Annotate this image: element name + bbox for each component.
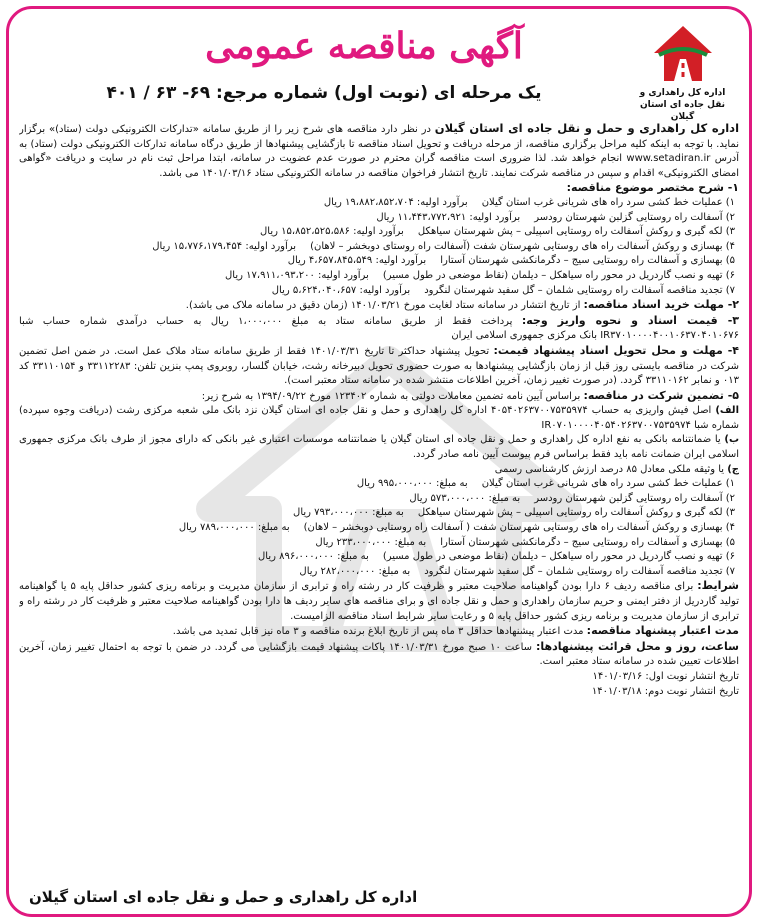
item-title: ۱) عملیات خط کشی سرد راه های شریانی غرب استان گیلان bbox=[481, 196, 735, 208]
item-title: ۴) بهسازی و روکش آسفالت راه های روستایی شهرستان شفت (آسفالت راه روستای دوبخشر – لاهان) bbox=[310, 240, 735, 252]
item-estimate: برآورد اولیه: ۵،۶۲۴،۰۴۰،۶۵۷ ریال bbox=[271, 284, 411, 296]
list-item bbox=[19, 196, 739, 211]
list-item bbox=[19, 211, 739, 226]
header bbox=[9, 17, 749, 122]
list-item bbox=[19, 477, 739, 492]
item-title: ۱) عملیات خط کشی سرد راه های شریانی غرب استان گیلان bbox=[481, 478, 735, 490]
item-title: ۷) تجدید مناقصه آسفالت راه روستایی شلمان – گل سفید شهرستان لنگرود bbox=[424, 565, 735, 577]
item-amount: به مبلغ: ۵۷۳،۰۰۰،۰۰۰ ریال bbox=[409, 492, 521, 504]
item-title: ۴) بهسازی و روکش آسفالت راه های روستایی شهرستان شفت ( آسفالت راه روستایی دوبخشر – لاهان) bbox=[303, 522, 735, 534]
item-amount: به مبلغ: ۲۸۲،۰۰۰،۰۰۰ ریال bbox=[299, 565, 411, 577]
section2-heading: ۲- مهلت خرید اسناد مناقصه: bbox=[583, 298, 739, 312]
logo-caption-line-2: نقل جاده ای استان گیلان bbox=[639, 100, 726, 122]
opening-text: ساعت ۱۰ صبح مورخ ۱۴۰۱/۰۳/۳۱ پاکات پیشنهاد قیمت بازگشایی می گردد. در ضمن با توجه به احتمال تغییر زمان، آخرین اطلاعات تعیین شده در سامانه ستاد معتبر است. bbox=[19, 641, 739, 668]
validity-heading: مدت اعتبار پیشنهاد مناقصه: bbox=[586, 624, 739, 638]
validity-text: مدت اعتبار پیشنهادها حداقل ۳ ماه پس از تاریخ ابلاغ برنده مناقصه و ۳ ماه نیز قابل تمدید می باشد. bbox=[172, 626, 587, 638]
item-estimate: برآورد اولیه: ۱۱،۴۴۳،۷۷۲،۹۲۱ ریال bbox=[376, 211, 521, 223]
list-item bbox=[19, 521, 739, 536]
list-item bbox=[19, 550, 739, 565]
logo-caption bbox=[630, 87, 735, 123]
section5 bbox=[19, 389, 739, 405]
intro-text: در نظر دارد مناقصه های شرح زیر را از طریق سامانه «تدارکات الکترونیکی دولت (ستاد)» برگزار نماید. با توجه به اینکه کلیه مراحل برگزاری مناقصه، از مرحله دریافت و تحویل اسناد مناقصه تا بازگشایی پیشنهادها از طریق درگاه سامانه تدارکات الکترونیکی دولت (ستاد) به آدرس www.setadiran.ir انجام خواهد شد. لذا ضروری است مناقصه گران محترم در صورت عدم عضویت در سامانه، ابتدا مراحل ثبت نام در سایت و دریافت «گواهی امضای الکترونیکی» اقدام و سپس در مناقصه شرکت نمایند. تاریخ انتشار فراخوان مناقصه در سامانه الکترونیکی ستاد ۱۴۰۱/۰۳/۱۶ می باشد. bbox=[19, 124, 739, 179]
opening-heading: ساعت، روز و محل قرائت پیشنهادها: bbox=[535, 639, 739, 653]
guarantee-c-label: ج) bbox=[727, 463, 739, 475]
section2-text: از تاریخ انتشار در سامانه ستاد لغایت مورخ ۱۴۰۱/۰۳/۲۱ (زمان دقیق در سامانه ملاک می باشد). bbox=[185, 300, 584, 312]
item-title: ۲) آسفالت راه روستایی گزلبن شهرستان رودسر bbox=[534, 211, 735, 223]
section3-heading: ۳- قیمت اسناد و نحوه واریز وجه: bbox=[521, 313, 739, 327]
publish-date-first: تاریخ انتشار نوبت اول: ۱۴۰۱/۰۳/۱۶ bbox=[592, 670, 739, 682]
section5-text: براساس آیین نامه تضمین معاملات دولتی به شماره ۱۲۳۴۰۲ مورخ ۱۳۹۴/۰۹/۲۲ به شرح زیر: bbox=[201, 390, 584, 402]
item-estimate: برآورد اولیه: ۴،۶۵۷،۸۴۵،۵۴۹ ریال bbox=[287, 255, 427, 267]
page-title: آگهی مناقصه عمومی bbox=[205, 25, 523, 67]
item-title: ۶) تهیه و نصب گاردریل در محور راه سیاهکل – دیلمان (نقاط موضعی در طول مسیر) bbox=[382, 551, 735, 563]
section3 bbox=[19, 314, 739, 344]
item-title: ۶) تهیه و نصب گاردریل در محور راه سیاهکل – دیلمان (نقاط موضعی در طول مسیر) bbox=[382, 269, 735, 281]
item-title: ۵) بهسازی و آسفالت راه روستایی سیج – دگرمانکشی شهرستان آستارا bbox=[440, 536, 735, 548]
conditions bbox=[19, 579, 739, 624]
section4-heading: ۴- مهلت و محل تحویل اسناد پیشنهاد قیمت: bbox=[493, 343, 739, 357]
section1-heading: ۱- شرح مختصر موضوع مناقصه: bbox=[566, 181, 739, 195]
item-amount: به مبلغ: ۷۸۹،۰۰۰،۰۰۰ ریال bbox=[178, 522, 290, 534]
guarantee-a-text: اصل فیش واریزی به حساب ۴۰۵۴۰۲۶۳۷۰۰۷۵۳۵۹۷۴ اداره کل راهداری و حمل و نقل جاده ای استان گیلان نزد بانک ملی شعبه مرکزی رشت (دریافت وجوه سپرده) شماره شبا IR۰۷۰۱۰۰۰۰۴۰۵۴۰۲۶۳۷۰۰۷۵۳۵۹۷۴ bbox=[19, 405, 739, 431]
item-estimate: برآورد اولیه: ۱۵،۷۷۶،۱۷۹،۴۵۴ ریال bbox=[152, 240, 297, 252]
item-amount: به مبلغ: ۸۹۶،۰۰۰،۰۰۰ ریال bbox=[258, 551, 369, 563]
list-item bbox=[19, 565, 739, 580]
item-title: ۵) بهسازی و آسفالت راه روستایی سیج – دگرمانکشی شهرستان آستارا bbox=[440, 255, 735, 267]
notice-body bbox=[19, 121, 739, 868]
guarantee-b-label: ب) bbox=[724, 434, 739, 446]
list-item bbox=[19, 240, 739, 255]
conditions-text: برای مناقصه ردیف ۶ دارا بودن گواهینامه صلاحیت معتبر و ظرفیت کار در رشته راه و ترابری از سازمان مدیریت و برنامه ریزی کشور حداقل پایه ۵ یا گواهینامه تولید گاردریل از دفتر ایمنی و حریم سازمان راهداری و حمل و نقل جاده ای و برای مناقصه های سایر ردیف ها دارا بودن گواهینامه صلاحیت معتبر و ظرفیت کار در رشته راه و ترابری از سازمان مدیریت و برنامه ریزی کشور حداقل پایه ۵ و رعایت سایر شرایط اسناد مناقصه الزامیست. bbox=[19, 581, 739, 622]
road-authority-logo-icon bbox=[650, 23, 716, 85]
item-title: ۷) تجدید مناقصه آسفالت راه روستایی شلمان – گل سفید شهرستان لنگرود bbox=[424, 284, 735, 296]
item-title: ۲) آسفالت راه روستایی گزلبن شهرستان رودسر bbox=[534, 492, 735, 504]
opening bbox=[19, 640, 739, 670]
guarantee-b bbox=[19, 433, 739, 462]
guarantee-list bbox=[19, 477, 739, 579]
list-item bbox=[19, 254, 739, 269]
reference-number: یک مرحله ای (نوبت اول) شماره مرجع: ۶۹- ۶۳ / ۴۰۱ bbox=[106, 83, 542, 103]
item-amount: به مبلغ: ۹۹۵،۰۰۰،۰۰۰ ریال bbox=[356, 478, 468, 490]
validity bbox=[19, 624, 739, 640]
logo-caption-line-1: اداره کل راهداری و bbox=[639, 88, 726, 98]
section3-text: پرداخت فقط از طریق سامانه ستاد به مبلغ ۱،۰۰۰،۰۰۰ ریال به حساب درآمدی شماره حساب شبا IR۳۷۰۱۰۰۰۰۴۰۰۱۰۶۳۷۰۴۰۱۰۶۷۶ بانک مرکزی جمهوری اسلامی ایران bbox=[19, 315, 739, 342]
list-item bbox=[19, 492, 739, 507]
list-item bbox=[19, 284, 739, 299]
item-amount: به مبلغ: ۲۳۳،۰۰۰،۰۰۰ ریال bbox=[315, 536, 427, 548]
publish-date-second: تاریخ انتشار نوبت دوم: ۱۴۰۱/۰۳/۱۸ bbox=[591, 685, 739, 697]
section4 bbox=[19, 344, 739, 389]
item-title: ۳) لکه گیری و روکش آسفالت راه روستایی اسپیلی – پش شهرستان سیاهکل bbox=[417, 507, 735, 519]
conditions-heading: شرایط: bbox=[697, 579, 739, 593]
list-item bbox=[19, 536, 739, 551]
organization-logo bbox=[630, 23, 735, 123]
list-item bbox=[19, 506, 739, 521]
guarantee-a-label: الف) bbox=[715, 405, 739, 417]
item-title: ۳) لکه گیری و روکش آسفالت راه روستایی اسپیلی – پش شهرستان سیاهکل bbox=[417, 226, 735, 238]
section1-list bbox=[19, 196, 739, 298]
section5-heading: ۵- تضمین شرکت در مناقصه: bbox=[583, 388, 739, 402]
guarantee-c-text: یا وثیقه ملکی معادل ۸۵ درصد ارزش کارشناسی رسمی bbox=[494, 463, 728, 475]
section4-text: تحویل پیشنهاد حداکثر تا تاریخ ۱۴۰۱/۰۳/۳۱ فقط از طریق سامانه ستاد ملاک عمل است. در ضمن اصل تضمین شرکت در مناقصه بایستی روز قبل از زمان بازگشایی پیشنهادها به صورت حضوری تحویل دبیرخانه رشت، خیابان گلسار، روبروی پمپ بنزین تلفن: ۳۳۱۱۲۲۸۳ و ۳۳۱۱۰۱۵۴ کد ۰۱۳ و نمابر ۳۳۱۱۰۱۶۲ گردد. (در صورت تغییر زمان، آخرین اطلاعات منتشر شده در سامانه ستاد معتبر است). bbox=[19, 345, 739, 387]
intro-lead: اداره کل راهداری و حمل و نقل جاده ای استان گیلان bbox=[434, 121, 739, 135]
guarantee-a bbox=[19, 404, 739, 433]
section2 bbox=[19, 298, 739, 314]
item-estimate: برآورد اولیه: ۱۷،۹۱۱،۰۹۳،۲۰۰ ریال bbox=[225, 269, 369, 281]
item-amount: به مبلغ: ۷۹۳،۰۰۰،۰۰۰ ریال bbox=[293, 507, 404, 519]
guarantee-c bbox=[19, 463, 739, 478]
item-estimate: برآورد اولیه: ۱۵،۸۵۲،۵۲۵،۵۸۶ ریال bbox=[260, 226, 404, 238]
list-item bbox=[19, 225, 739, 240]
item-estimate: برآورد اولیه: ۱۹،۸۸۲،۸۵۲،۷۰۴ ریال bbox=[323, 196, 468, 208]
guarantee-b-text: یا ضمانتنامه بانکی به نفع اداره کل راهداری و حمل و نقل جاده ای استان گیلان یا ضمانتنامه موسسات اعتباری غیر بانکی که دارای مجوز از طرف بانک مرکزی جمهوری اسلامی ایران ضمانت نامه باید فقط براساس فرم پیوست آیین نامه صادر گردد. bbox=[19, 434, 739, 461]
footer-signature: اداره کل راهداری و حمل و نقل جاده ای استان گیلان bbox=[29, 888, 418, 906]
notice-frame bbox=[6, 6, 752, 917]
list-item bbox=[19, 269, 739, 284]
intro-paragraph bbox=[19, 121, 739, 181]
